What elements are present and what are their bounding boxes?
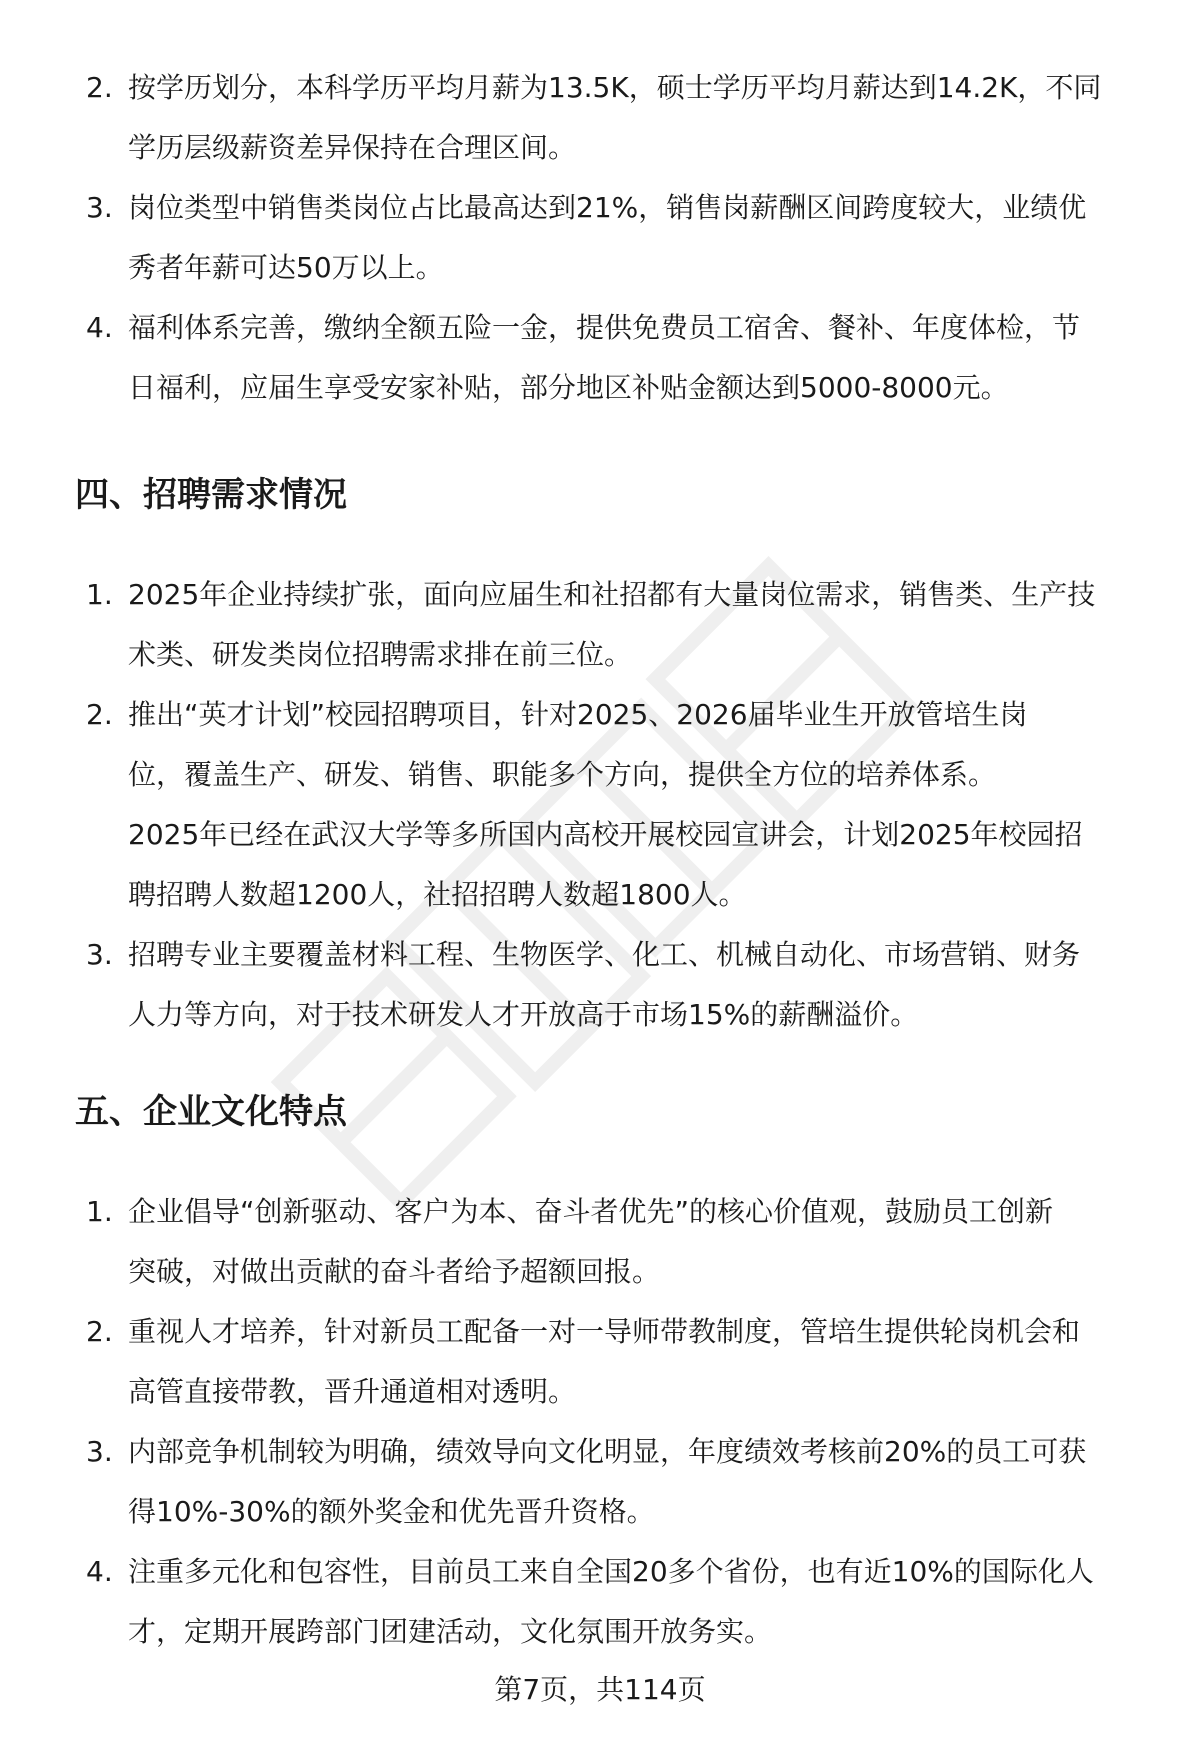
item-number: 2. [86, 71, 113, 104]
item-number: 3. [86, 938, 113, 971]
item-text-line: 突破，对做出贡献的奋斗者给予超额回报。 [128, 1255, 661, 1288]
list-item [0, 178, 1200, 298]
culture-list [0, 1182, 1200, 1662]
list-item [0, 1542, 1200, 1662]
list-item [0, 1302, 1200, 1422]
item-text-line: 重视人才培养，针对新员工配备一对一导师带教制度，管培生提供轮岗机会和 [128, 1315, 1081, 1348]
item-text-line: 推出“英才计划”校园招聘项目，针对2025、2026届毕业生开放管培生岗 [128, 698, 1028, 731]
item-text-line: 得10%-30%的额外奖金和优先晋升资格。 [128, 1495, 655, 1528]
section-heading: 四、招聘需求情况 [75, 475, 347, 515]
item-text-line: 学历层级薪资差异保持在合理区间。 [128, 131, 577, 164]
item-text-line: 日福利，应届生享受安家补贴，部分地区补贴金额达到5000-8000元。 [128, 371, 1009, 404]
section-heading: 五、企业文化特点 [75, 1092, 347, 1132]
list-item [0, 1182, 1200, 1302]
item-number: 3. [86, 1435, 113, 1468]
item-number: 1. [86, 578, 113, 611]
salary-list [0, 58, 1200, 418]
item-text-line: 术类、研发类岗位招聘需求排在前三位。 [128, 638, 633, 671]
item-text-line: 招聘专业主要覆盖材料工程、生物医学、化工、机械自动化、市场营销、财务 [128, 938, 1081, 971]
list-item [0, 58, 1200, 178]
item-text-line: 2025年已经在武汉大学等多所国内高校开展校园宣讲会，计划2025年校园招 [128, 818, 1083, 851]
item-text-line: 才，定期开展跨部门团建活动，文化氛围开放务实。 [128, 1615, 773, 1648]
item-text-line: 福利体系完善，缴纳全额五险一金，提供免费员工宿舍、餐补、年度体检，节 [128, 311, 1081, 344]
list-item [0, 1422, 1200, 1542]
item-text-line: 秀者年薪可达50万以上。 [128, 251, 444, 284]
item-text-line: 注重多元化和包容性，目前员工来自全国20多个省份，也有近10%的国际化人 [128, 1555, 1094, 1588]
item-number: 4. [86, 1555, 113, 1588]
item-text-line: 按学历划分，本科学历平均月薪为13.5K，硕士学历平均月薪达到14.2K，不同 [128, 71, 1102, 104]
item-number: 3. [86, 191, 113, 224]
list-item [0, 685, 1200, 925]
item-text-line: 位，覆盖生产、研发、销售、职能多个方向，提供全方位的培养体系。 [128, 758, 997, 791]
item-text-line: 聘招聘人数超1200人，社招招聘人数超1800人。 [128, 878, 747, 911]
list-item [0, 298, 1200, 418]
list-item [0, 565, 1200, 685]
item-number: 1. [86, 1195, 113, 1228]
item-number: 2. [86, 698, 113, 731]
item-text-line: 内部竞争机制较为明确，绩效导向文化明显，年度绩效考核前20%的员工可获 [128, 1435, 1087, 1468]
list-item [0, 925, 1200, 1045]
item-text-line: 2025年企业持续扩张，面向应届生和社招都有大量岗位需求，销售类、生产技 [128, 578, 1096, 611]
recruitment-list [0, 565, 1200, 1045]
item-text-line: 高管直接带教，晋升通道相对透明。 [128, 1375, 577, 1408]
item-number: 2. [86, 1315, 113, 1348]
page-number-footer: 第7页，共114页 [494, 1673, 706, 1706]
item-number: 4. [86, 311, 113, 344]
item-text-line: 岗位类型中销售类岗位占比最高达到21%，销售岗薪酬区间跨度较大，业绩优 [128, 191, 1087, 224]
item-text-line: 人力等方向，对于技术研发人才开放高于市场15%的薪酬溢价。 [128, 998, 919, 1031]
item-text-line: 企业倡导“创新驱动、客户为本、奋斗者优先”的核心价值观，鼓励员工创新 [128, 1195, 1054, 1228]
